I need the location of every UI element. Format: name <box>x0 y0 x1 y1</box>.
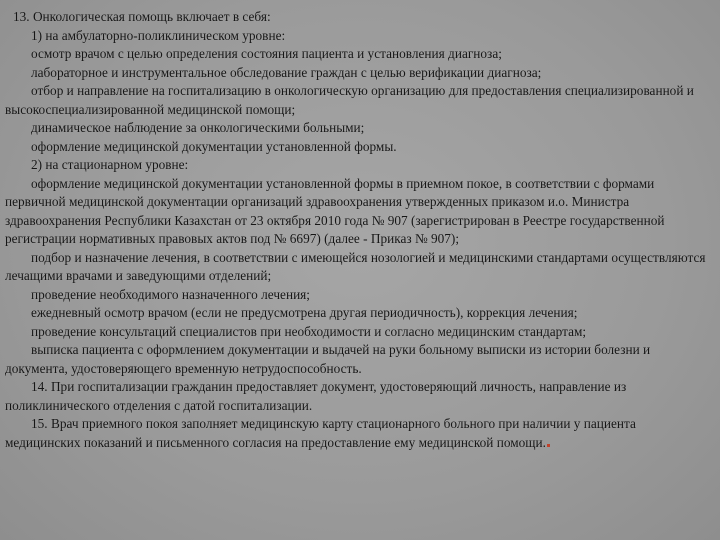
paragraph-treatment-selection: подбор и назначение лечения, в соответствии с имеющейся нозологией и медицинскими стандартами осуществляются лечащими врачами и заведующими отделений; <box>5 249 706 283</box>
paragraph-item-15-text: 15. Врач приемного покоя заполняет медицинскую карту стационарного больного при наличии у пациента медицинских показаний и письменного согласия на предоставление ему медицинской помощи. <box>5 416 636 450</box>
paragraph-outpatient-level: 1) на амбулаторно-поликлиническом уровне: <box>31 27 286 43</box>
document-body <box>5 8 713 452</box>
paragraph-laboratory-examination: лабораторное и инструментальное обследование граждан с целью верификации диагноза; <box>31 64 542 80</box>
end-marker-icon <box>547 444 550 447</box>
paragraph-treatment-conduct: проведение необходимого назначенного лечения; <box>31 286 310 302</box>
paragraph-doctor-examination: осмотр врачом с целью определения состояния пациента и установления диагноза; <box>31 46 502 61</box>
paragraph-item-13: 13. Онкологическая помощь включает в себя: <box>13 9 271 24</box>
paragraph-discharge: выписка пациента с оформлением документации и выдачей на руки больному выписки из истории болезни и документа, удостоверяющего временную нетрудоспособность. <box>5 342 651 376</box>
paragraph-daily-examination: ежедневный осмотр врачом (если не предусмотрена другая периодичность), коррекция лечения; <box>31 305 578 320</box>
paragraph-item-14: 14. При госпитализации гражданин предоставляет документ, удостоверяющий личность, направление из поликлинического отделения с датой госпитализации. <box>5 379 627 413</box>
paragraph-item-15 <box>5 415 713 452</box>
paragraph-documentation: оформление медицинской документации установленной формы. <box>31 138 397 154</box>
paragraph-admission-documentation: оформление медицинской документации установленной формы в приемном покое, в соответствии с формами первичной медицинской документации организаций здравоохранения утвержденных приказом и.о. Министра здравоохранения Республики Казахстан от 23 октября 2010 года № 907 (зарегистрирован в Реестре государственной регистрации нормативных правовых актов под № 6697) (далее - Приказ № 907); <box>5 175 665 246</box>
paragraph-specialist-consultations: проведение консультаций специалистов при необходимости и согласно медицинским стандартам; <box>31 323 587 339</box>
paragraph-dynamic-monitoring: динамическое наблюдение за онкологическими больными; <box>31 120 365 135</box>
paragraph-inpatient-level: 2) на стационарном уровне: <box>31 157 189 172</box>
paragraph-referral-hospitalization: отбор и направление на госпитализацию в онкологическую организацию для предоставления специализированной и высокоспециализированной медицинской помощи; <box>5 83 694 117</box>
